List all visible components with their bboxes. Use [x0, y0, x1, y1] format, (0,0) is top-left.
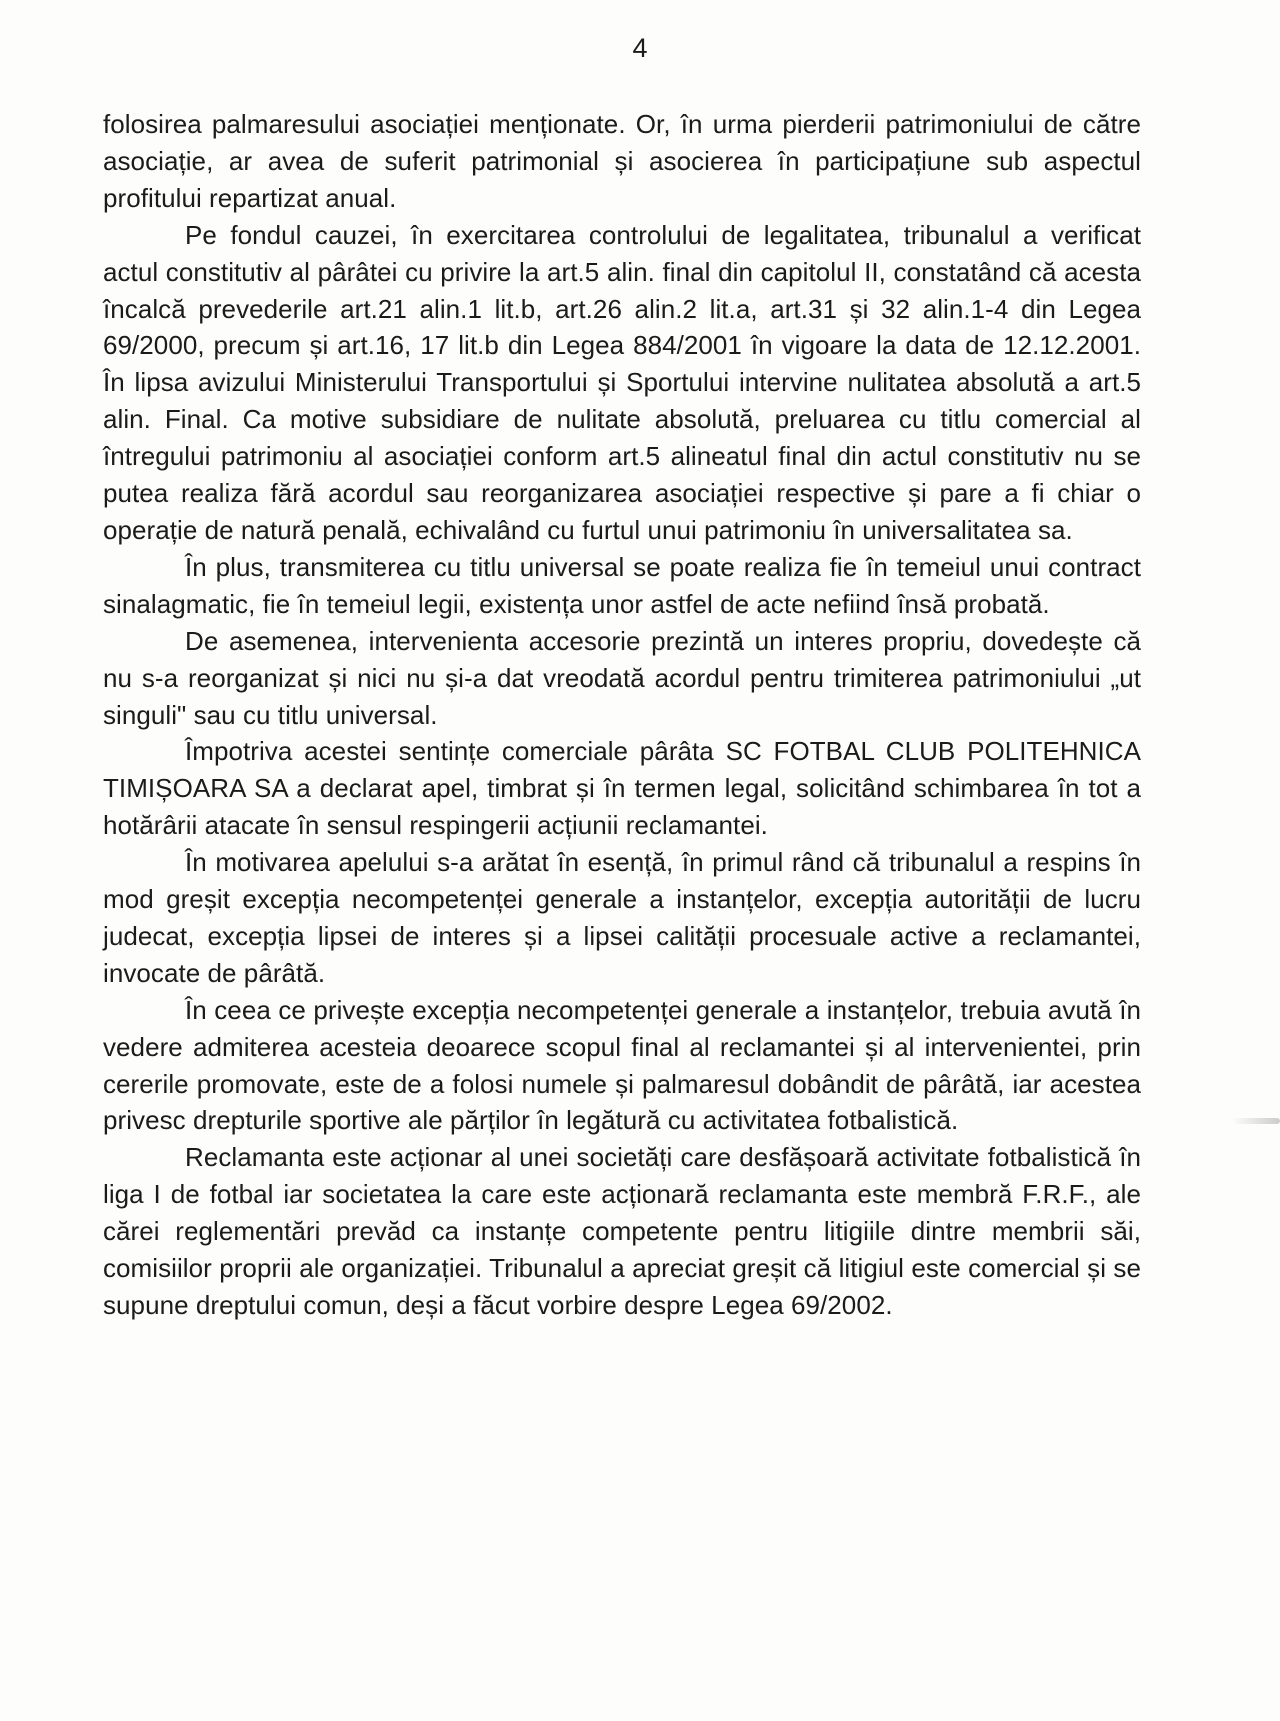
paragraph: În plus, transmiterea cu titlu universal se poate realiza fie în temeiul unui contract sinalagmatic, fie în temeiul legii, existența unor astfel de acte nefiind însă probată.	[103, 551, 1141, 619]
paragraph: În motivarea apelului s-a arătat în esență, în primul rând că tribunalul a respins în mod greșit excepția necompetenței generale a instanțelor, excepția autorității de lucru judecat, excepția lipsei de interes și a lipsei calității procesuale active a reclamantei, invocate de pârâtă.	[103, 847, 1141, 988]
paragraph: De asemenea, intervenienta accesorie prezintă un interes propriu, dovedește că nu s-a reorganizat și nici nu și-a dat vreodată acordul pentru trimiterea patrimoniului „ut singuli" sau cu titlu universal.	[103, 625, 1141, 730]
paragraph: În ceea ce privește excepția necompetenței generale a instanțelor, trebuia avută în vedere admiterea acesteia deoarece scopul final al reclamantei și al intervenientei, prin cererile promovate, este de a folosi numele și palmaresul dobândit de pârâtă, iar acestea privesc drepturile sportive ale părților în legătură cu activitatea fotbalistică.	[103, 994, 1141, 1136]
page-number: 4	[632, 33, 648, 63]
paragraph: Împotriva acestei sentințe comerciale pârâta SC FOTBAL CLUB POLITEHNICA TIMIȘOARA SA a declarat apel, timbrat și în termen legal, solicitând schimbarea în tot a hotărârii atacate în sensul respingerii acțiunii reclamantei.	[103, 736, 1141, 841]
scan-edge-mark	[1232, 1118, 1280, 1124]
paragraph: Reclamanta este acționar al unei societăți care desfășoară activitate fotbalistică în liga I de fotbal iar societatea la care este acționară reclamanta este membră F.R.F., ale cărei reglementări prevăd ca instanțe competente pentru litigiile dintre membrii săi, comisiilor proprii ale organizației. Tribunalul a apreciat greșit că litigiul este comercial și se supune dreptului comun, deși a făcut vorbire despre Legea 69/2002.	[103, 1142, 1141, 1320]
paragraph: Pe fondul cauzei, în exercitarea controlului de legalitatea, tribunalul a verificat actul constitutiv al pârâtei cu privire la art.5 alin. final din capitolul II, constatând că acesta încalcă prevederile art.21 alin.1 lit.b, art.26 alin.2 lit.a, art.31 și 32 alin.1-4 din Legea 69/2000, precum și art.16, 17 lit.b din Legea 884/2001 în vigoare la data de 12.12.2001. În lipsa avizului Ministerului Transportului și Sportului intervine nulitatea absolută a art.5 alin. Final. Ca motive subsidiare de nulitate absolută, preluarea cu titlu comercial al întregului patrimoniu al asociației conform art.5 alineatul final din actul constitutiv nu se putea realiza fără acordul sau reorganizarea asociației respective și pare a fi chiar o operație de natură penală, echivalând cu furtul unui patrimoniu în universalitatea sa.	[103, 219, 1141, 545]
paragraph: folosirea palmaresului asociației menționate. Or, în urma pierderii patrimoniului de către asociație, ar avea de suferit patrimonial și asocierea în participațiune sub aspectul profitului repartizat anual.	[103, 109, 1141, 213]
document-body	[103, 106, 1141, 1324]
